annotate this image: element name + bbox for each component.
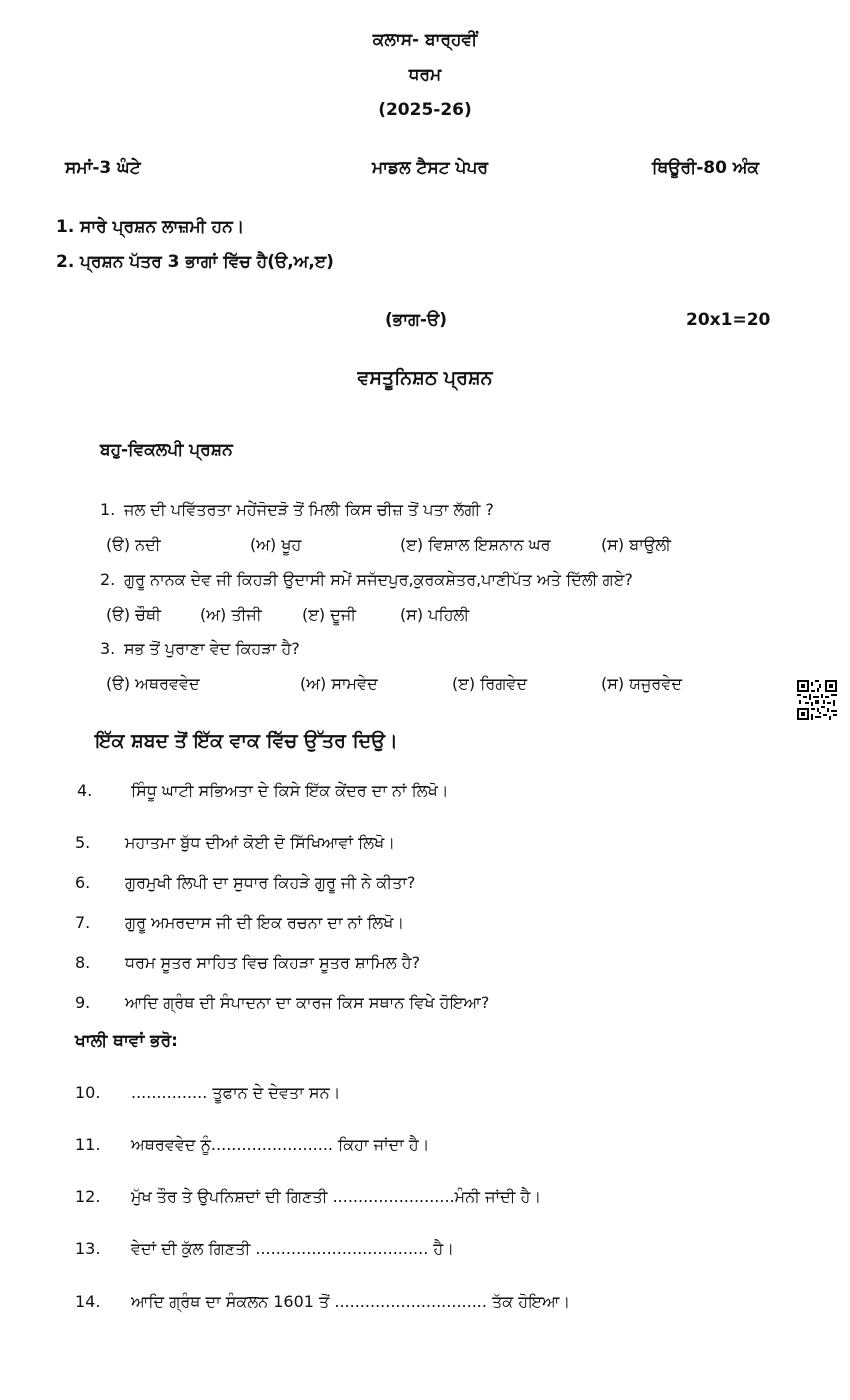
option-d: (ਸ) ਬਾਉਲੀ xyxy=(601,535,671,554)
question-number: 7. xyxy=(75,913,91,932)
question-text: ............... ਤੂਫਾਨ ਦੇ ਦੇਵਤਾ ਸਨ। xyxy=(131,1083,341,1102)
option-d: (ਸ) ਯਜੁਰਵੇਦ xyxy=(601,674,682,693)
one-word-heading: ਇੱਕ ਸ਼ਬਦ ਤੋਂ ਇੱਕ ਵਾਕ ਵਿੱਚ ਉੱਤਰ ਦਿਉ। xyxy=(95,730,398,752)
option-a: (ੳ) ਅਥਰਵਵੇਦ xyxy=(106,674,200,693)
subject-title: ਧਰਮ xyxy=(408,65,442,85)
question-text: ਗੁਰਮੁਖੀ ਲਿਪੀ ਦਾ ਸੁਧਾਰ ਕਿਹੜੇ ਗੁਰੂ ਜੀ ਨੇ ਕੀਤਾ? xyxy=(125,873,416,892)
option-b: (ਅ) ਖੂਹ xyxy=(250,535,302,554)
question-text: ਸਭ ਤੋਂ ਪੁਰਾਣਾ ਵੇਦ ਕਿਹੜਾ ਹੈ? xyxy=(124,639,300,658)
option-a: (ੳ) ਚੌਥੀ xyxy=(106,605,161,624)
question-text: ਅਥਰਵਵੇਦ ਨੂੰ........................ ਕਿਹਾ ਜਾਂਦਾ ਹੈ। xyxy=(131,1135,430,1154)
section-marks: 20x1=20 xyxy=(686,310,771,330)
option-c: (ੲ) ਵਿਸ਼ਾਲ ਇਸ਼ਨਾਨ ਘਰ xyxy=(400,535,551,554)
qr-code-icon xyxy=(797,680,837,720)
question-number: 4. xyxy=(77,781,93,800)
question-text: ਮਹਾਤਮਾ ਬੁੱਧ ਦੀਆਂ ਕੋਈ ਦੋ ਸਿੱਖਿਆਵਾਂ ਲਿਖੋ। xyxy=(125,833,396,852)
instruction-1-text: ਸਾਰੇ ਪ੍ਰਸ਼ਨ ਲਾਜ਼ਮੀ ਹਨ। xyxy=(80,217,245,237)
question-number: 2. xyxy=(100,570,116,589)
section-name: (ਭਾਗ-ੳ) xyxy=(385,310,448,330)
question-text: ਜਲ ਦੀ ਪਵਿੱਤਰਤਾ ਮਹੇਂਜੋਦੜੋ ਤੋਂ ਮਿਲੀ ਕਿਸ ਚੀਜ਼ ਤੋਂ ਪਤਾ ਲੱਗੀ ? xyxy=(124,500,494,519)
instruction-1-number: 1. xyxy=(56,217,75,237)
question-number: 10. xyxy=(75,1083,101,1102)
option-c: (ੲ) ਰਿਗਵੇਦ xyxy=(452,674,528,693)
option-b: (ਅ) ਤੀਜੀ xyxy=(200,605,262,624)
class-title: ਕਲਾਸ- ਬਾਰ੍ਹਵੀਂ xyxy=(372,30,478,50)
question-number: 14. xyxy=(75,1292,101,1311)
question-number: 13. xyxy=(75,1239,101,1258)
question-text: ਧਰਮ ਸੂਤਰ ਸਾਹਿਤ ਵਿਚ ਕਿਹੜਾ ਸੂਤਰ ਸ਼ਾਮਿਲ ਹੈ? xyxy=(125,953,421,972)
question-number: 5. xyxy=(75,833,91,852)
question-text: ਆਦਿ ਗ੍ਰੰਥ ਦਾ ਸੰਕਲਨ 1601 ਤੋਂ .............................. ਤੱਕ ਹੋਇਆ। xyxy=(131,1292,571,1311)
option-a: (ੳ) ਨਦੀ xyxy=(106,535,161,554)
mcq-heading: ਬਹੁ-ਵਿਕਲਪੀ ਪ੍ਰਸ਼ਨ xyxy=(100,440,233,460)
question-number: 8. xyxy=(75,953,91,972)
option-c: (ੲ) ਦੂਜੀ xyxy=(302,605,357,624)
marks-label: ਥਿਊਰੀ-80 ਅੰਕ xyxy=(652,158,760,178)
time-label: ਸਮਾਂ-3 ਘੰਟੇ xyxy=(65,158,141,178)
instruction-2-text: ਪ੍ਰਸ਼ਨ ਪੱਤਰ 3 ਭਾਗਾਂ ਵਿੱਚ ਹੈ(ੳ,ਅ,ੲ) xyxy=(80,252,334,272)
question-number: 1. xyxy=(100,500,116,519)
question-text: ਵੇਦਾਂ ਦੀ ਕੁੱਲ ਗਿਣਤੀ .................................. ਹੈ। xyxy=(131,1239,454,1258)
session-label: (2025-26) xyxy=(378,100,472,120)
option-d: (ਸ) ਪਹਿਲੀ xyxy=(400,605,470,624)
question-text: ਆਦਿ ਗ੍ਰੰਥ ਦੀ ਸੰਪਾਦਨਾ ਦਾ ਕਾਰਜ ਕਿਸ ਸਥਾਨ ਵਿਖੇ ਹੋਇਆ? xyxy=(125,993,490,1012)
question-number: 11. xyxy=(75,1135,101,1154)
paper-type-label: ਮਾਡਲ ਟੈਸਟ ਪੇਪਰ xyxy=(372,158,489,178)
question-number: 3. xyxy=(100,639,116,658)
question-number: 9. xyxy=(75,993,91,1012)
section-title: ਵਸਤੂਨਿਸ਼ਠ ਪ੍ਰਸ਼ਨ xyxy=(357,367,493,389)
question-text: ਸਿੰਧੂ ਘਾਟੀ ਸਭਿਅਤਾ ਦੇ ਕਿਸੇ ਇੱਕ ਕੇਂਦਰ ਦਾ ਨਾਂ ਲਿਖੋ। xyxy=(131,781,449,800)
question-text: ਮੁੱਖ ਤੌਰ ਤੇ ਉਪਨਿਸ਼ਦਾਂ ਦੀ ਗਿਣਤੀ ........................ਮੰਨੀ ਜਾਂਦੀ ਹੈ। xyxy=(131,1187,542,1206)
fill-blanks-heading: ਖਾਲੀ ਥਾਵਾਂ ਭਰੋ: xyxy=(75,1031,178,1051)
question-text: ਗੁਰੂ ਨਾਨਕ ਦੇਵ ਜੀ ਕਿਹੜੀ ਉਦਾਸੀ ਸਮੇਂ ਸਜੱਦਪੁਰ,ਕੁਰਕਸ਼ੇਤਰ,ਪਾਣੀਪੱਤ ਅਤੇ ਦਿੱਲੀ ਗਏ? xyxy=(124,570,633,589)
question-number: 6. xyxy=(75,873,91,892)
question-number: 12. xyxy=(75,1187,101,1206)
option-b: (ਅ) ਸਾਮਵੇਦ xyxy=(300,674,378,693)
question-text: ਗੁਰੂ ਅਮਰਦਾਸ ਜੀ ਦੀ ਇਕ ਰਚਨਾ ਦਾ ਨਾਂ ਲਿਖੋ। xyxy=(125,913,405,932)
instruction-2-number: 2. xyxy=(56,252,75,272)
